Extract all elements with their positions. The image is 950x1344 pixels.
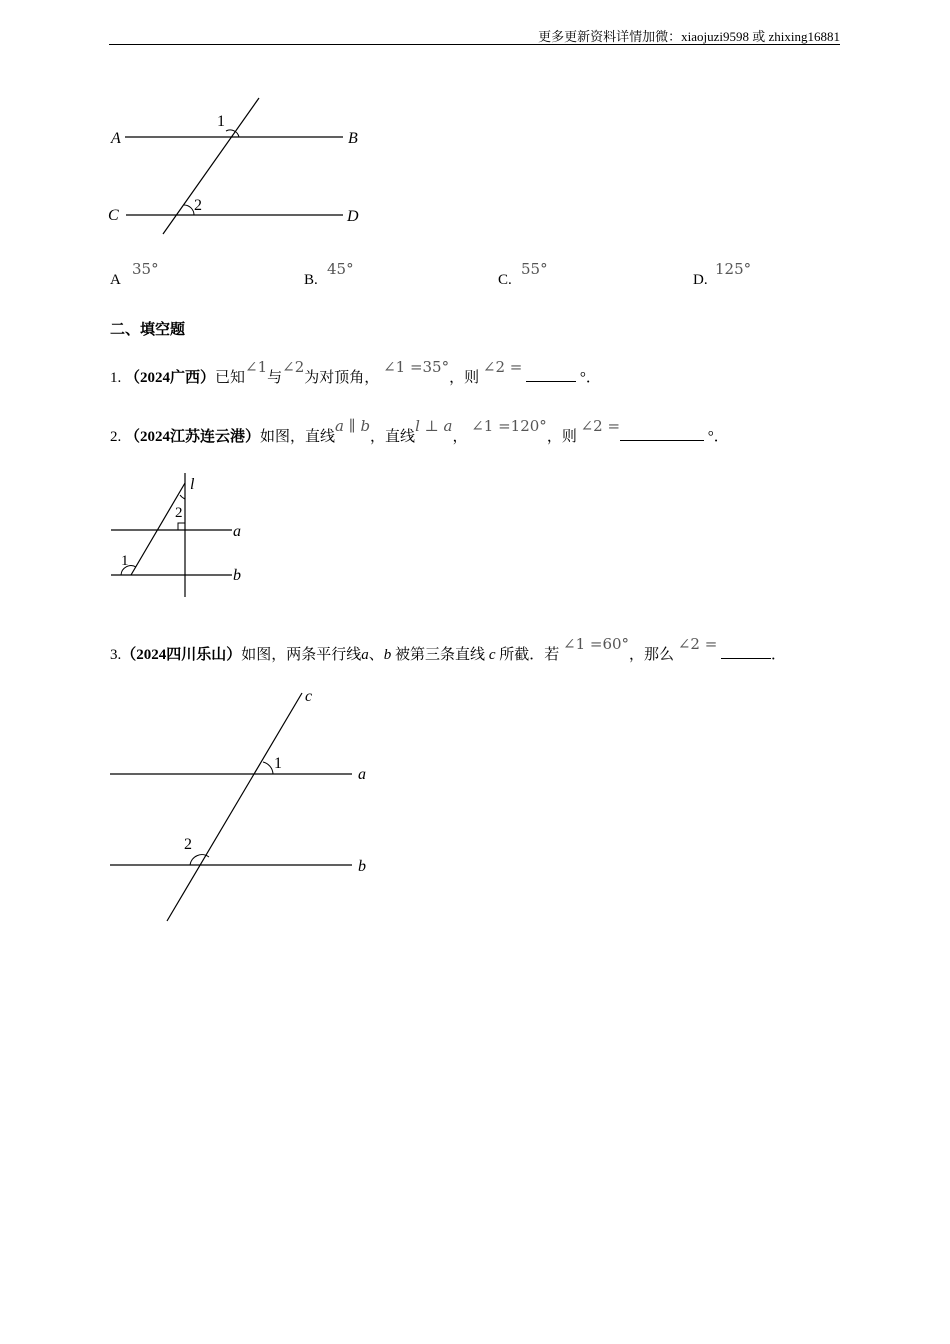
option-letter: C.	[498, 272, 512, 288]
q2-source: （2024江苏连云港）	[125, 429, 261, 445]
angle-1-label: 1	[217, 113, 225, 130]
q3-var-a: a	[361, 647, 369, 663]
q2-text-5: °．	[707, 429, 729, 445]
option-b	[304, 272, 318, 289]
option-c-value: 55°	[521, 260, 548, 278]
angle-1-label: 1	[274, 755, 282, 772]
q3-text-1: 如图，两条平行线	[241, 647, 362, 663]
option-d	[693, 272, 708, 289]
q1-text-4: ，则	[449, 370, 480, 386]
angle-2-arc	[184, 205, 194, 215]
right-angle-mark	[178, 523, 185, 530]
q1-text-1: 已知	[215, 370, 246, 386]
figure-3-parallel-lines	[100, 685, 390, 930]
q2-given: ∠1 =120°	[471, 417, 547, 435]
q3-text-3: 被第三条直线	[395, 647, 486, 663]
label-c: C	[108, 207, 119, 224]
label-a: A	[111, 130, 121, 147]
angle-2-arc	[190, 855, 209, 865]
question-2	[110, 417, 729, 446]
q1-source: （2024广西）	[125, 370, 216, 386]
label-l: l	[190, 476, 195, 493]
q1-angle-1: ∠1	[245, 358, 268, 376]
header-text: 更多更新资料详情加微：xiaojuzi9598 或 zhixing16881	[538, 29, 840, 44]
q1-text-5: °．	[579, 370, 601, 386]
transversal	[163, 98, 259, 234]
q3-var-c: c	[488, 647, 496, 663]
question-1	[110, 358, 601, 387]
label-c: c	[305, 688, 313, 705]
angle-1-arc	[263, 762, 273, 774]
line-c	[167, 693, 302, 921]
q1-answer-blank[interactable]	[526, 367, 576, 382]
q3-number: 3.	[110, 647, 122, 663]
option-d-value: 125°	[715, 260, 752, 278]
q2-text-3: ，	[452, 429, 468, 445]
q1-angle-2: ∠2	[282, 358, 305, 376]
q3-answer-blank[interactable]	[721, 644, 771, 659]
option-c	[498, 272, 512, 289]
angle-2-label: 2	[194, 197, 202, 214]
q1-text-2: 与	[267, 370, 283, 386]
q2-asked: ∠2 =	[580, 417, 621, 435]
q1-asked: ∠2 =	[482, 358, 523, 376]
option-a	[110, 272, 121, 289]
q2-text-4: ，则	[546, 429, 577, 445]
label-a: a	[358, 766, 366, 783]
q3-var-b: b	[383, 647, 392, 663]
question-3	[110, 635, 787, 664]
q2-answer-blank[interactable]	[620, 426, 704, 441]
label-b: b	[358, 858, 366, 875]
q2-text-2: ，直线	[370, 429, 416, 445]
slanted-line	[131, 483, 185, 575]
q3-text-4: 所截．若	[499, 647, 560, 663]
label-b: b	[233, 567, 241, 584]
q1-text-3: 为对顶角，	[304, 370, 380, 386]
option-b-value: 45°	[327, 260, 354, 278]
angle-2-label: 2	[175, 505, 183, 521]
q2-text-1: 如图，直线	[260, 429, 336, 445]
q2-parallel: a ∥ b	[335, 417, 371, 435]
q2-perpendicular: l ⊥ a	[415, 417, 453, 435]
label-a: a	[233, 523, 241, 540]
section-title: 二、填空题	[110, 322, 186, 338]
option-letter: B.	[304, 272, 318, 288]
q3-text-2: 、	[368, 647, 384, 663]
label-b: B	[348, 130, 358, 147]
q1-number: 1.	[110, 370, 122, 386]
angle-2-arc	[180, 495, 185, 499]
q3-source: （2024四川乐山）	[121, 647, 242, 663]
header-rule	[109, 44, 840, 45]
q1-given: ∠1 =35°	[383, 358, 450, 376]
figure-2-perpendicular	[100, 468, 260, 603]
q3-text-5: ，那么	[629, 647, 675, 663]
angle-2-label: 2	[184, 836, 192, 853]
angle-1-label: 1	[121, 553, 129, 569]
q3-asked: ∠2 =	[677, 635, 718, 653]
option-letter: A	[110, 272, 121, 288]
q3-text-6: ．	[771, 647, 787, 663]
q3-given: ∠1 =60°	[563, 635, 630, 653]
q2-number: 2.	[110, 429, 122, 445]
option-a-value: 35°	[132, 260, 159, 278]
option-letter: D.	[693, 272, 708, 288]
figure-1-parallel-lines	[100, 90, 380, 250]
label-d: D	[347, 208, 359, 225]
